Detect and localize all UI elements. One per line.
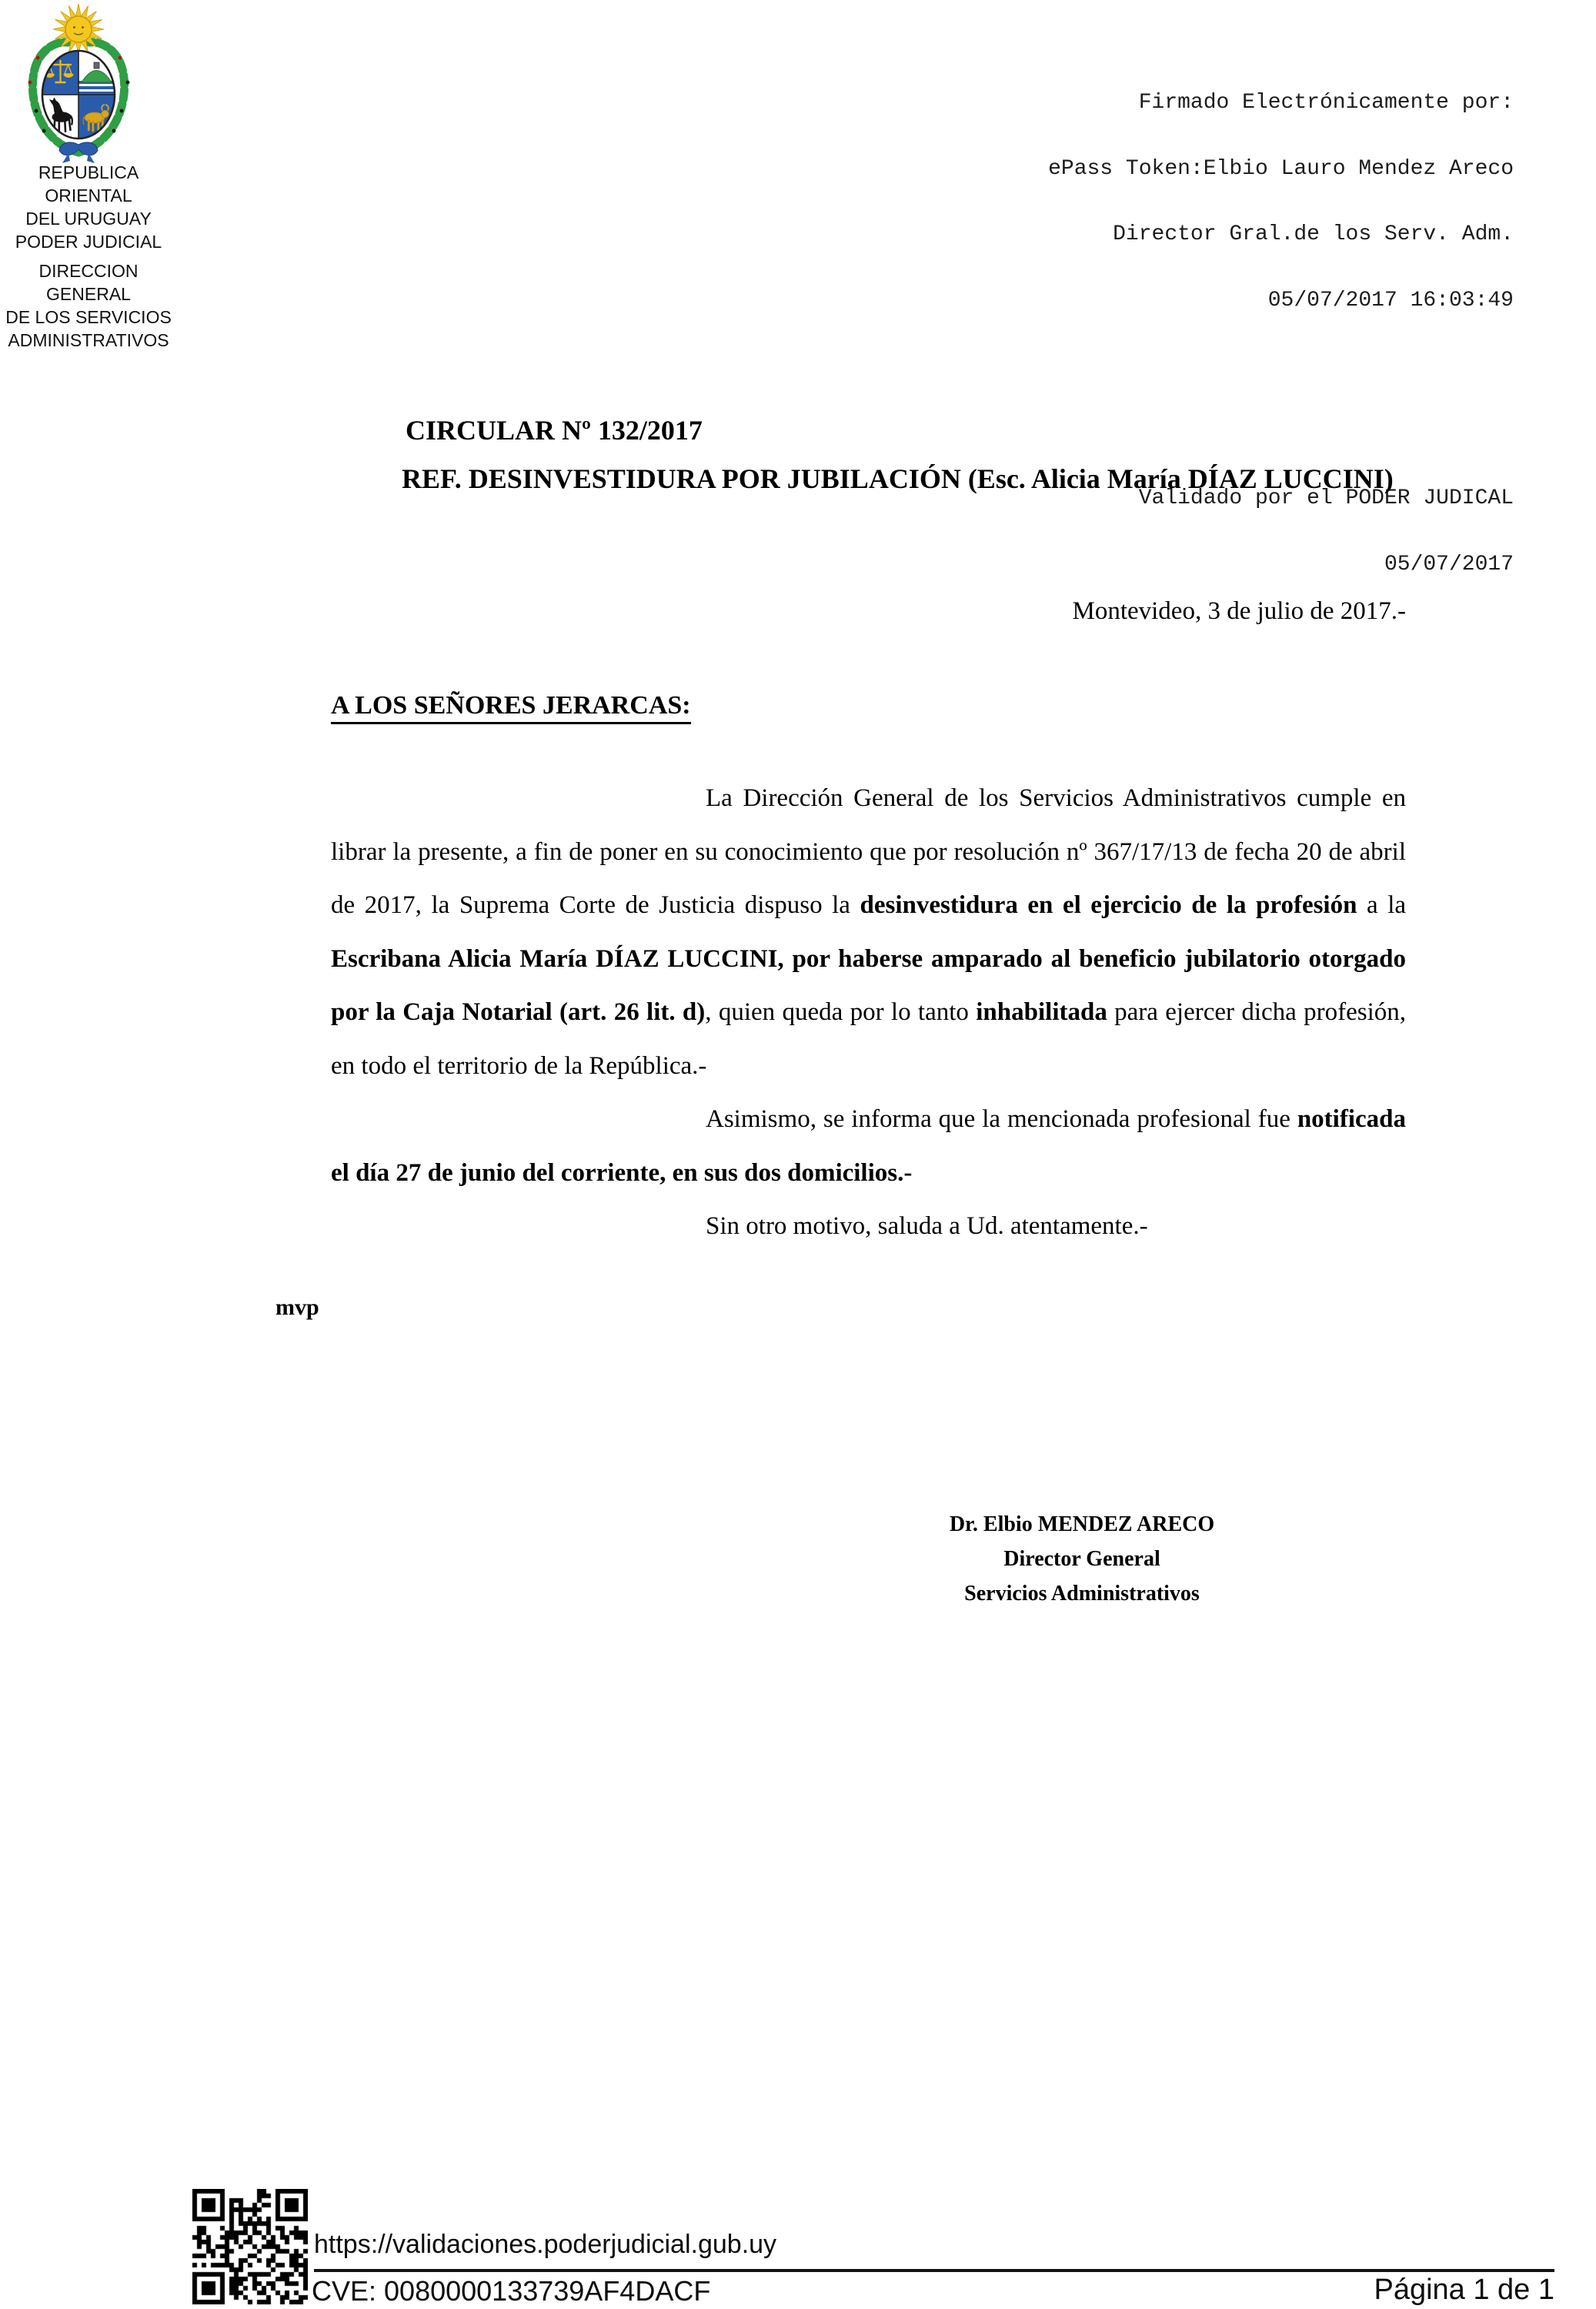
caption-line: PODER JUDICIAL [15,232,162,252]
body-text-run: La Dirección General de los Servicios Administrativos cumple en librar la presente, a fin de poner en su conocimiento que por resolución nº 367/17/13 de fecha 20 de abril de 2017, la Suprema Corte de Justicia dispuso la [331,784,1406,919]
caption-line: DIRECCION GENERAL [38,261,139,304]
caption-line: REPUBLICA ORIENTAL [38,162,139,206]
stamp-line: ePass Token:Elbio Lauro Mendez Areco [1048,156,1514,181]
salutation-text: A LOS SEÑORES JERARCAS: [331,691,691,724]
signer-name: Dr. Elbio MENDEZ ARECO [949,1512,1215,1536]
stamp-block-signed [1048,48,1514,356]
page-indicator: Página 1 de 1 [1374,2274,1554,2306]
qr-code-icon [192,2189,308,2304]
department-name [0,259,177,352]
body-text-run: a la [1357,891,1407,919]
caption-line: DEL URUGUAY [25,209,152,229]
cve-code: CVE: 0080000133739AF4DACF [312,2275,711,2307]
typist-initials: mvp [275,1295,319,1320]
body-text-run-bold: notificada el día 27 de junio del corriente, en sus dos domicilios.- [331,1105,1406,1187]
body-text-run-bold: Escribana Alicia María DÍAZ LUCCINI, por haberse amparado al beneficio jubilatorio otorgado por la Caja Notarial (art. 26 lit. d) [331,944,1406,1026]
stamp-line: 05/07/2017 [1384,552,1514,576]
circular-reference: REF. DESINVESTIDURA POR JUBILACIÓN (Esc. Alicia María DÍAZ LUCCINI) [402,463,1394,494]
caption-line: DE LOS SERVICIOS [5,307,172,327]
signer-office: Servicios Administrativos [964,1582,1200,1606]
stamp-line: Validado por el PODER JUDICAL [1138,486,1514,510]
body-text-run-bold: desinvestidura en el ejercicio de la profesión [860,891,1357,919]
uruguay-coat-of-arms-icon [19,2,139,163]
salutation [331,691,691,720]
signature-block [928,1507,1236,1611]
paragraph-closing [331,1200,1406,1254]
electronic-signature-stamp [1048,5,1514,663]
institution-name [0,161,177,253]
body-text-run-bold: inhabilitada [976,998,1107,1026]
paragraph-resolution [331,772,1406,1093]
body-text-run: Sin otro motivo, saluda a Ud. atentamente.- [706,1212,1148,1240]
letter-body [331,772,1406,1254]
footer-divider [314,2269,1554,2272]
stamp-line: Director Gral.de los Serv. Adm. [1113,222,1514,246]
body-text-run: para ejercer dicha profesión, en todo el territorio de la República.- [331,998,1406,1080]
signer-title: Director General [1003,1547,1160,1571]
paragraph-notification [331,1093,1406,1200]
validation-url: https://validaciones.poderjudicial.gub.uy [314,2230,777,2259]
body-text-run: Asimismo, se informa que la mencionada profesional fue [706,1105,1297,1133]
circular-number: CIRCULAR Nº 132/2017 [406,415,703,446]
caption-line: ADMINISTRATIVOS [8,330,169,350]
body-text-run: , quien queda por lo tanto [705,998,977,1026]
stamp-line: 05/07/2017 16:03:49 [1267,288,1514,312]
dateline: Montevideo, 3 de julio de 2017.- [1072,597,1406,625]
sun-of-may [53,4,104,55]
stamp-line: Firmado Electrónicamente por: [1138,91,1514,115]
